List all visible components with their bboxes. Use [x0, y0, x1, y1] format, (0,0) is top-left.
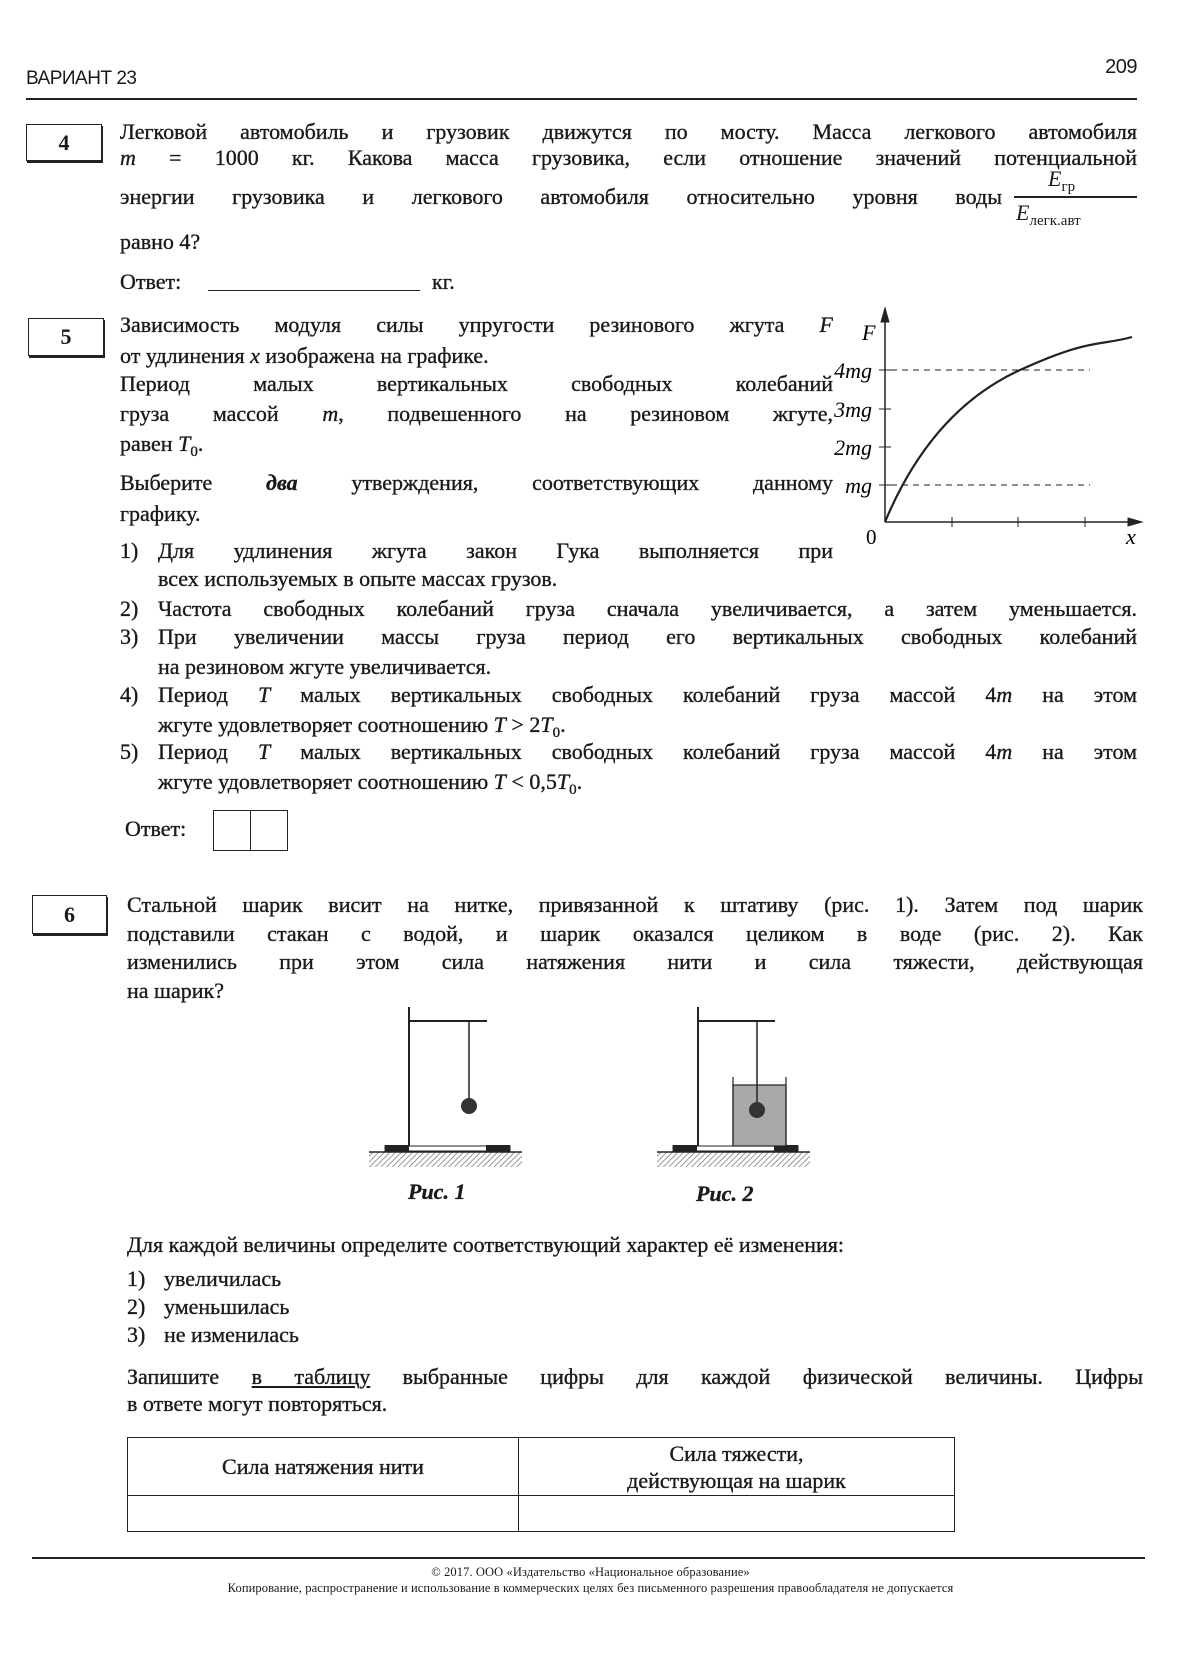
text-span: энергии грузовика и легкового автомобиля относительно уровня воды — [120, 184, 1002, 209]
answer-label: Ответ: — [125, 816, 187, 841]
fraction-bar — [1014, 196, 1137, 198]
text-span: от удлинения — [120, 343, 251, 368]
text-span: Для удлинения жгута закон Гука выполняется при — [158, 538, 833, 563]
steel-ball-icon — [749, 1102, 765, 1118]
emphasis-span: m — [322, 401, 339, 426]
subscript: 0 — [569, 782, 577, 798]
page-number: 209 — [1105, 56, 1137, 78]
text-span: жгуте удовлетворяет соотношению — [158, 712, 494, 737]
text-span: Период малых вертикальных свободных колебаний — [120, 371, 833, 396]
x-axis-label: x — [1126, 524, 1136, 549]
table-header-tension: Сила натяжения нити — [128, 1438, 519, 1496]
gravity-header-line-2: действующая на шарик — [627, 1467, 846, 1493]
change-option-number: 1) — [127, 1266, 146, 1291]
force-curve — [885, 337, 1132, 522]
emphasis-span: T — [257, 739, 271, 764]
q5-line — [120, 500, 201, 528]
y-axis-label: F — [862, 320, 876, 345]
emphasis-span: два — [266, 470, 298, 495]
text-span: груза массой — [120, 401, 323, 426]
text-span: графику. — [120, 501, 201, 526]
text-span: Период — [158, 739, 258, 764]
text-span: . — [560, 712, 566, 737]
option-5-line — [158, 768, 582, 804]
option-number-4: 4) — [120, 682, 139, 707]
write-instruction-line — [127, 1390, 387, 1418]
gravity-header-line-1: Сила тяжести, — [669, 1440, 804, 1466]
y-tick-label-2mg: 2mg — [834, 435, 872, 460]
figure-2-ball-in-water — [648, 995, 828, 1175]
y-tick-label-3mg: 3mg — [834, 397, 872, 422]
text-span: изображена на графике. — [259, 343, 489, 368]
text-span: Легковой автомобиль и грузовик движутся по мосту. Масса легкового автомобиля — [120, 119, 1137, 144]
q5-line — [120, 342, 489, 370]
q5-line — [120, 311, 833, 339]
figure-1-ball-in-air — [360, 995, 540, 1175]
text-span: на шарик? — [127, 978, 224, 1003]
text-span: Запишите — [127, 1364, 252, 1389]
text-span: Для каждой величины определите соответствующий характер её изменения: — [127, 1232, 845, 1257]
answer-cell-2[interactable] — [251, 811, 287, 850]
text-span: выбранные цифры для каждой физической величины. Цифры — [370, 1364, 1143, 1389]
q6-line — [127, 891, 1143, 919]
y-tick-label-mg: mg — [845, 473, 872, 498]
emphasis-span: T — [556, 769, 570, 794]
answer-cells — [213, 810, 288, 851]
text-span: Частота свободных колебаний груза сначала увеличивается, а затем уменьшается. — [158, 596, 1137, 621]
y-tick-label-4mg: 4mg — [834, 358, 872, 383]
option-3-line — [158, 653, 491, 681]
q5-line — [120, 400, 833, 428]
text-span: Стальной шарик висит на нитке, привязанной к штативу (рис. 1). Затем под шарик — [127, 892, 1143, 917]
y-axis-arrow-icon — [881, 308, 889, 322]
text-span: в ответе могут повторяться. — [127, 1391, 388, 1416]
answer-line-input[interactable] — [208, 266, 420, 291]
q5-line — [120, 469, 833, 497]
q4-line — [120, 228, 200, 256]
emphasis-span: m — [996, 739, 1013, 764]
option-4-line — [158, 681, 1137, 709]
instruction-line — [127, 1231, 844, 1259]
answer-table — [127, 1437, 955, 1532]
footer-rule — [32, 1557, 1145, 1559]
question-number-6: 6 — [32, 895, 107, 934]
option-1-line — [158, 565, 557, 593]
text-span: малых вертикальных свободных колебаний груза массой 4 — [270, 682, 997, 707]
text-span: Период — [158, 682, 258, 707]
option-number-5: 5) — [120, 739, 139, 764]
option-number-2: 2) — [120, 596, 139, 621]
text-span: . — [197, 431, 204, 456]
emphasis-span: T — [493, 769, 506, 794]
emphasis-span: T — [257, 682, 271, 707]
option-number-1: 1) — [120, 538, 139, 563]
steel-ball-icon — [461, 1098, 477, 1114]
variant-title: ВАРИАНТ 23 — [26, 68, 137, 89]
q6-line — [127, 920, 1143, 948]
figure-1-caption: Рис. 1 — [408, 1179, 466, 1204]
answer-cell-1[interactable] — [214, 811, 251, 850]
write-instruction-line — [127, 1363, 1143, 1391]
text-span: равно 4? — [120, 229, 201, 254]
text-span: . — [576, 769, 583, 794]
fraction-denominator — [1016, 200, 1081, 230]
option-number-3: 3) — [120, 624, 139, 649]
answer-label: Ответ: — [120, 269, 182, 294]
q6-line — [127, 948, 1143, 976]
emphasis-span: в таблицу — [251, 1364, 371, 1389]
text-span: всех используемых в опыте массах грузов. — [158, 566, 558, 591]
text-span: Выберите — [120, 470, 267, 495]
origin-label: 0 — [866, 525, 877, 549]
subscript: 0 — [552, 725, 561, 741]
text-span: = 1000 кг. Какова масса грузовика, если отношение значений потенциальной — [135, 145, 1137, 170]
emphasis-span: m — [120, 145, 136, 170]
answer-unit: кг. — [432, 269, 455, 294]
question-number-4: 4 — [26, 124, 102, 161]
text-span: малых вертикальных свободных колебаний груза массой 4 — [270, 739, 997, 764]
text-span: равен — [120, 431, 179, 456]
force-extension-graph — [760, 290, 1150, 550]
text-span: на этом — [1012, 739, 1137, 764]
text-span: утверждения, соответствующих данному — [297, 470, 833, 495]
footer-notice: Копирование, распространение и использование в коммерческих целях без письменного разрешения правообладателя не допускается — [227, 1581, 954, 1595]
numerator-symbol: E — [1048, 166, 1062, 191]
subscript: 0 — [190, 444, 198, 460]
denominator-subscript: легк.авт — [1029, 213, 1081, 229]
text-span: жгуте удовлетворяет соотношению — [158, 769, 494, 794]
q5-line — [120, 370, 833, 398]
table-header-gravity — [519, 1438, 955, 1496]
change-option-text: уменьшилась — [164, 1294, 290, 1319]
energy-ratio-fraction — [1010, 166, 1137, 232]
footer-copyright: © 2017. ООО «Издательство «Национальное образование» — [431, 1565, 750, 1579]
emphasis-span: T — [540, 712, 553, 737]
header-rule — [26, 98, 1137, 100]
q4-line — [120, 183, 1002, 211]
option-2-line — [158, 595, 1137, 623]
text-span: , подвешенного на резиновом жгуте, — [338, 401, 833, 426]
text-span: на этом — [1012, 682, 1137, 707]
text-span: > 2 — [505, 712, 541, 737]
answer-cell-gravity[interactable] — [519, 1496, 955, 1532]
ground-hatch — [657, 1152, 810, 1167]
q5-line — [120, 430, 203, 466]
change-option-number: 2) — [127, 1294, 146, 1319]
fraction-numerator — [1048, 166, 1075, 196]
q4-line — [120, 144, 1137, 172]
text-span: Зависимость модуля силы упругости резинового жгута — [120, 312, 820, 337]
numerator-subscript: гр — [1061, 179, 1076, 195]
q6-line — [127, 977, 224, 1005]
emphasis-span: x — [250, 343, 260, 368]
denominator-symbol: E — [1016, 200, 1030, 225]
emphasis-span: F — [819, 312, 833, 337]
ground-hatch — [369, 1152, 522, 1167]
change-option-text: увеличилась — [164, 1266, 282, 1291]
text-span: на резиновом жгуте увеличивается. — [158, 654, 492, 679]
text-span: При увеличении массы груза период его вертикальных свободных колебаний — [158, 624, 1137, 649]
answer-cell-tension[interactable] — [128, 1496, 519, 1532]
emphasis-span: T — [493, 712, 506, 737]
option-3-line — [158, 623, 1137, 651]
text-span: подставили стакан с водой, и шарик оказался целиком в воде (рис. 2). Как — [127, 921, 1143, 946]
option-1-line — [158, 537, 833, 565]
emphasis-span: T — [178, 431, 191, 456]
question-number-5: 5 — [28, 318, 104, 356]
text-span: < 0,5 — [505, 769, 557, 794]
figure-2-caption: Рис. 2 — [696, 1181, 754, 1206]
option-5-line — [158, 738, 1137, 766]
emphasis-span: m — [996, 682, 1013, 707]
change-option-number: 3) — [127, 1322, 146, 1347]
text-span: изменились при этом сила натяжения нити и сила тяжести, действующая — [127, 949, 1143, 974]
q4-line — [120, 118, 1137, 146]
change-option-text: не изменилась — [164, 1322, 299, 1347]
